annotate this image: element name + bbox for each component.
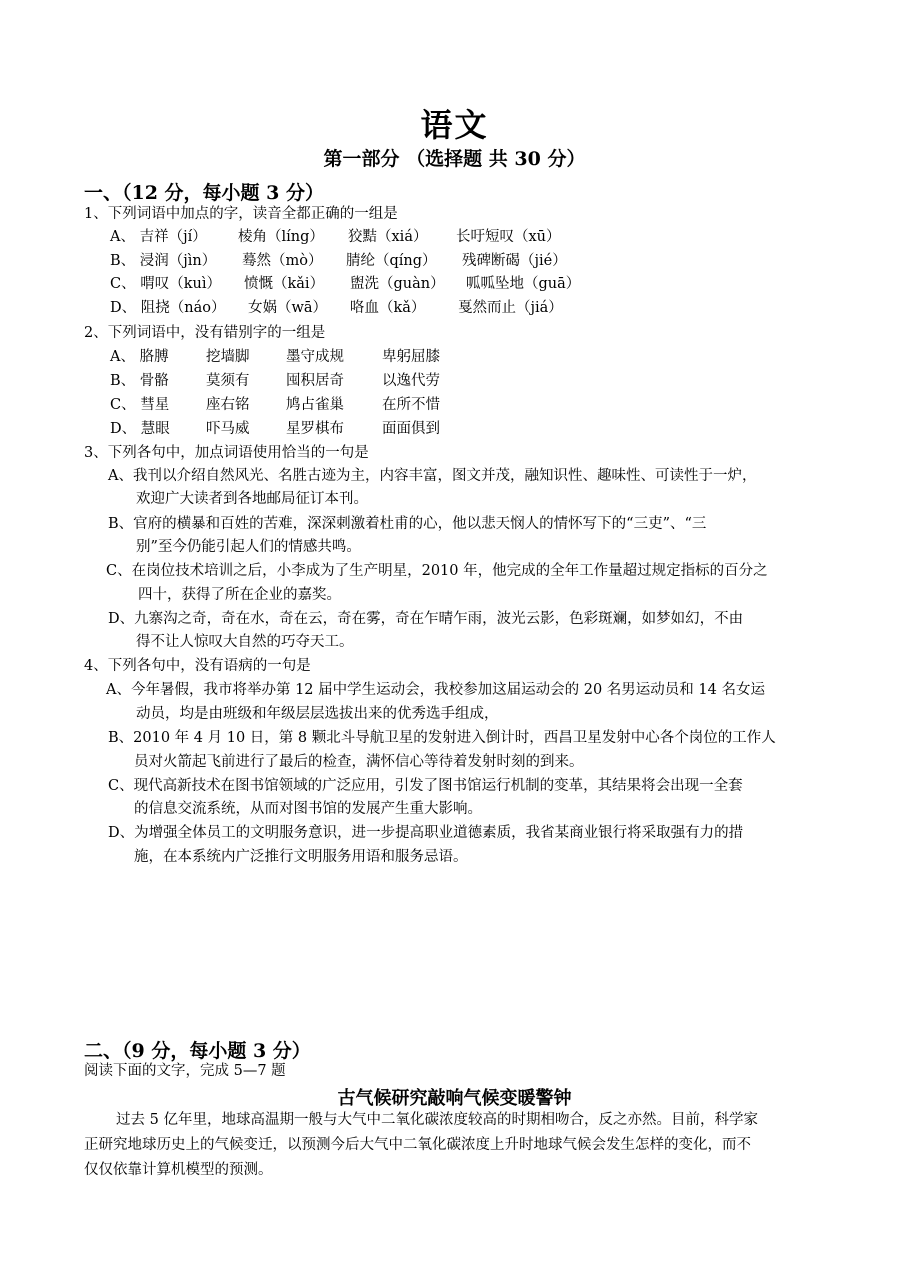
passage-line-2: 正研究地球历史上的气候变迁，以预测今后大气中二氧化碳浓度上升时地球气候会发生怎样的变化，而不 (84, 1137, 751, 1153)
q2-d-3: 星罗棋布 (286, 421, 344, 437)
q2-a-1: A、 胳膊 (110, 349, 169, 365)
q1-d-4: 戛然而止（jiá） (458, 300, 563, 316)
section-2-heading: 二、（9 分，每小题 3 分） (84, 1040, 311, 1062)
q2-d-2: 吓马威 (206, 421, 250, 437)
q4-a-line-2: 动员，均是由班级和年级层层选拔出来的优秀选手组成， (136, 706, 499, 722)
q1-d-1: D、 阻挠（náo） (110, 300, 226, 316)
q3-d-line-1: D、九寨沟之奇，奇在水，奇在云，奇在雾，奇在乍晴乍雨，波光云影，色彩斑斓，如梦如幻，不由 (108, 611, 744, 627)
q1-c-1: C、 喟叹（kuì） (110, 276, 221, 292)
page-subtitle: 第一部分 （选择题 共 30 分） (323, 148, 586, 170)
q2-b-1: B、 骨骼 (110, 373, 169, 389)
q2-d-1: D、 慧眼 (110, 421, 170, 437)
q2-c-2: 座右铭 (206, 397, 250, 413)
q4-d-line-2: 施，在本系统内广泛推行文明服务用语和服务忌语。 (134, 849, 468, 865)
q1-b-1: B、 浸润（jìn） (110, 253, 217, 269)
q3-b-line-1: B、官府的横暴和百姓的苦难，深深刺激着杜甫的心，他以悲天悯人的情怀写下的“三吏”、“三 (108, 516, 707, 532)
section-1-heading: 一、（12 分，每小题 3 分） (84, 182, 325, 204)
q3-a-line-2: 欢迎广大读者到各地邮局征订本刊。 (136, 491, 368, 507)
q2-option-d (110, 419, 810, 439)
q1-a-2: 棱角（líng） (238, 229, 324, 245)
q4-c-line-2: 的信息交流系统，从而对图书馆的发展产生重大影响。 (134, 801, 482, 817)
q1-b-4: 残碑断碣（jié） (462, 253, 567, 269)
q3-b-line-2: 别”至今仍能引起人们的情感共鸣。 (136, 539, 361, 555)
q1-option-a (110, 227, 810, 247)
q2-option-c (110, 395, 810, 415)
q1-a-3: 狡黠（xiá） (348, 229, 428, 245)
q2-d-4: 面面俱到 (382, 421, 440, 437)
q2-c-3: 鸠占雀巢 (286, 397, 344, 413)
q1-b-2: 蓦然（mò） (242, 253, 323, 269)
passage-title: 古气候研究敲响气候变暖警钟 (337, 1088, 572, 1109)
page-title: 语文 (420, 106, 489, 144)
q4-d-line-1: D、为增强全体员工的文明服务意识，进一步提高职业道德素质，我省某商业银行将采取强有力的措 (108, 825, 744, 841)
q2-c-1: C、 彗星 (110, 397, 170, 413)
q1-a-4: 长吁短叹（xū） (456, 229, 561, 245)
q1-a-1: A、 吉祥（jí） (110, 229, 207, 245)
q2-option-b (110, 371, 810, 391)
q1-option-d (110, 298, 810, 318)
q2-b-2: 莫须有 (206, 373, 250, 389)
q1-d-3: 咯血（kǎ） (350, 300, 426, 316)
q1-option-c (110, 274, 810, 294)
q1-stem: 1、下列词语中加点的字，读音全都正确的一组是 (84, 206, 398, 222)
q3-c-line-1: C、在岗位技术培训之后，小李成为了生产明星，2010 年，他完成的全年工作量超过规定指标的百分之 (106, 563, 768, 579)
q3-d-line-2: 得不让人惊叹大自然的巧夺天工。 (136, 634, 354, 650)
q2-b-3: 囤积居奇 (286, 373, 344, 389)
section-2-instruction: 阅读下面的文字，完成 5—7 题 (84, 1063, 286, 1079)
q1-c-4: 呱呱坠地（guā） (466, 276, 581, 292)
q3-c-line-2: 四十，获得了所在企业的嘉奖。 (138, 587, 341, 603)
q2-c-4: 在所不惜 (382, 397, 440, 413)
passage-line-1: 过去 5 亿年里，地球高温期一般与大气中二氧化碳浓度较高的时期相吻合，反之亦然。目前，科学家 (116, 1112, 758, 1128)
q1-b-3: 腈纶（qíng） (346, 253, 437, 269)
q1-option-b (110, 251, 810, 271)
q2-a-2: 挖墙脚 (206, 349, 250, 365)
q4-a-line-1: A、今年暑假，我市将举办第 12 届中学生运动会，我校参加这届运动会的 20 名男运动员和 14 名女运 (106, 682, 765, 698)
q2-a-4: 卑躬屈膝 (382, 349, 440, 365)
q2-a-3: 墨守成规 (286, 349, 344, 365)
q3-a-line-1: A、我刊以介绍自然风光、名胜古迹为主，内容丰富，图文并茂，融知识性、趣味性、可读性于一炉， (108, 468, 757, 484)
q2-option-a (110, 347, 810, 367)
q3-stem: 3、下列各句中，加点词语使用恰当的一句是 (84, 445, 369, 461)
q4-stem: 4、下列各句中，没有语病的一句是 (84, 658, 311, 674)
q4-b-line-1: B、2010 年 4 月 10 日，第 8 颗北斗导航卫星的发射进入倒计时，西昌卫星发射中心各个岗位的工作人 (108, 730, 776, 746)
q1-c-2: 愤慨（kǎi） (244, 276, 325, 292)
passage-line-3: 仅仅依靠计算机模型的预测。 (84, 1162, 273, 1178)
q4-b-line-2: 员对火箭起飞前进行了最后的检查，满怀信心等待着发射时刻的到来。 (134, 754, 584, 770)
q2-b-4: 以逸代劳 (382, 373, 440, 389)
q4-c-line-1: C、现代高新技术在图书馆领域的广泛应用，引发了图书馆运行机制的变革，其结果将会出现一全套 (108, 778, 743, 794)
q2-stem: 2、下列词语中，没有错别字的一组是 (84, 325, 326, 341)
q1-d-2: 女娲（wā） (248, 300, 328, 316)
q1-c-3: 盥洗（guàn） (350, 276, 445, 292)
